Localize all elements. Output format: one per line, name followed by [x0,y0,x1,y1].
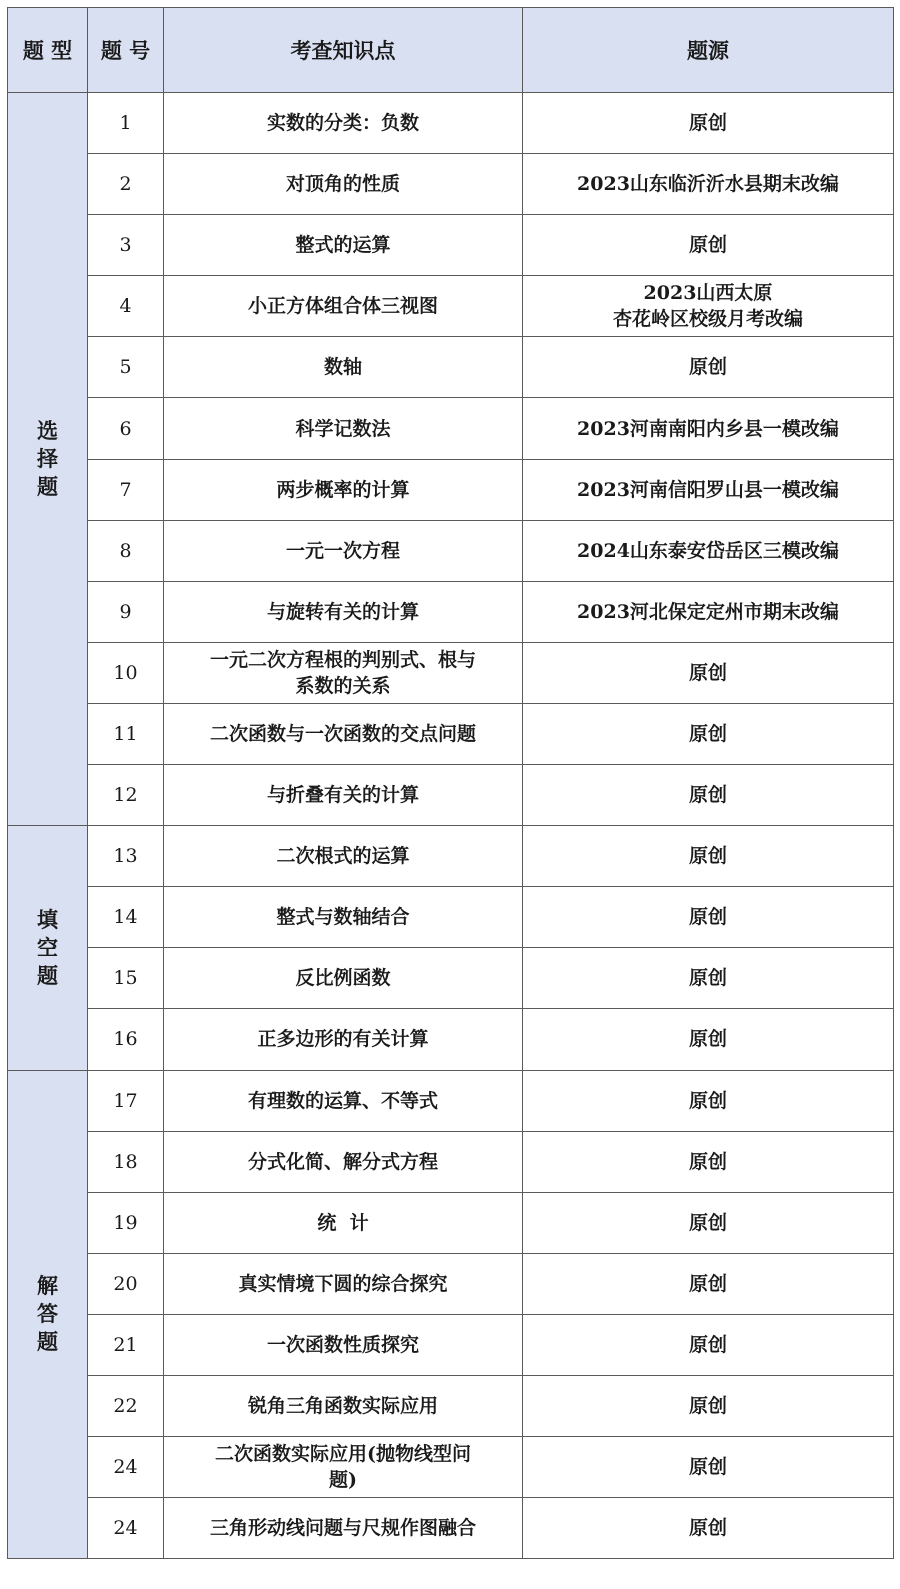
question-number: 16 [88,1009,164,1070]
knowledge-point-line: 二次函数实际应用(抛物线型问 [215,1443,471,1466]
question-number: 4 [88,276,164,337]
table-row [8,1437,894,1498]
knowledge-point: 统 计 [164,1192,523,1253]
knowledge-point: 一元一次方程 [164,520,523,581]
knowledge-point: 三角形动线问题与尺规作图融合 [164,1498,523,1559]
question-number: 1 [88,93,164,154]
table-row [8,765,894,826]
knowledge-point: 真实情境下圆的综合探究 [164,1253,523,1314]
knowledge-point: 锐角三角函数实际应用 [164,1375,523,1436]
knowledge-point-line: 系数的关系 [295,674,391,697]
table-row [8,459,894,520]
table-row [8,93,894,154]
source-line: 杏花岭区校级月考改编 [612,308,803,331]
knowledge-point-line: 一元二次方程根的判别式、根与 [209,648,476,671]
question-type-char: 选 [37,418,58,444]
question-type-group [8,826,88,1070]
question-number: 21 [88,1314,164,1375]
table-row [8,948,894,1009]
question-source [523,276,894,337]
table-row [8,887,894,948]
exam-analysis-table [7,7,894,1559]
question-source: 原创 [523,826,894,887]
knowledge-point: 二次函数与一次函数的交点问题 [164,703,523,764]
question-source: 原创 [523,887,894,948]
question-number: 3 [88,215,164,276]
question-source: 2024山东泰安岱岳区三模改编 [523,520,894,581]
question-number: 10 [88,642,164,703]
question-source: 2023河南南阳内乡县一模改编 [523,398,894,459]
knowledge-point [164,1437,523,1498]
knowledge-point: 科学记数法 [164,398,523,459]
knowledge-point: 小正方体组合体三视图 [164,276,523,337]
question-source: 2023河南信阳罗山县一模改编 [523,459,894,520]
question-source: 原创 [523,215,894,276]
table-row [8,1375,894,1436]
question-number: 22 [88,1375,164,1436]
question-source: 原创 [523,93,894,154]
knowledge-point: 有理数的运算、不等式 [164,1070,523,1131]
table-row [8,703,894,764]
table-row [8,826,894,887]
question-number: 24 [88,1498,164,1559]
knowledge-point: 分式化简、解分式方程 [164,1131,523,1192]
knowledge-point: 二次根式的运算 [164,826,523,887]
question-number: 8 [88,520,164,581]
question-number: 6 [88,398,164,459]
question-number: 19 [88,1192,164,1253]
question-type-char: 填 [37,906,58,932]
table-row [8,215,894,276]
table-header [8,8,894,93]
question-number: 12 [88,765,164,826]
question-source: 原创 [523,1253,894,1314]
table-row [8,1131,894,1192]
question-number: 14 [88,887,164,948]
question-source: 原创 [523,1131,894,1192]
table-row [8,276,894,337]
question-source: 原创 [523,1375,894,1436]
question-type-group [8,93,88,826]
header-question-number: 题 号 [88,8,164,93]
source-line: 2023山西太原 [643,282,773,305]
question-number: 15 [88,948,164,1009]
question-source: 2023河北保定定州市期末改编 [523,581,894,642]
question-source: 原创 [523,1009,894,1070]
question-type-char: 空 [37,934,58,960]
question-type-char: 题 [37,474,58,500]
table-row [8,154,894,215]
question-number: 5 [88,337,164,398]
table-row [8,337,894,398]
table-row [8,1498,894,1559]
question-type-char: 题 [37,1329,58,1355]
question-source: 原创 [523,642,894,703]
knowledge-point: 数轴 [164,337,523,398]
question-number: 18 [88,1131,164,1192]
question-number: 2 [88,154,164,215]
knowledge-point: 与折叠有关的计算 [164,765,523,826]
question-type-char: 题 [37,962,58,988]
table-row [8,581,894,642]
question-source: 原创 [523,1070,894,1131]
question-number: 24 [88,1437,164,1498]
table-row [8,1314,894,1375]
header-row [8,8,894,93]
table-row [8,1192,894,1253]
question-source: 原创 [523,703,894,764]
question-number: 11 [88,703,164,764]
table-row [8,642,894,703]
knowledge-point: 正多边形的有关计算 [164,1009,523,1070]
table-body [8,93,894,1559]
knowledge-point: 实数的分类：负数 [164,93,523,154]
question-type-char: 择 [37,446,58,472]
question-type-char: 答 [37,1301,58,1327]
table-row [8,520,894,581]
question-source: 原创 [523,1498,894,1559]
knowledge-point: 反比例函数 [164,948,523,1009]
knowledge-point [164,642,523,703]
knowledge-point: 两步概率的计算 [164,459,523,520]
knowledge-point: 与旋转有关的计算 [164,581,523,642]
knowledge-point: 整式与数轴结合 [164,887,523,948]
question-type-char: 解 [37,1273,58,1299]
knowledge-point: 对顶角的性质 [164,154,523,215]
knowledge-point: 整式的运算 [164,215,523,276]
question-source: 原创 [523,765,894,826]
question-source: 2023山东临沂沂水县期末改编 [523,154,894,215]
question-number: 7 [88,459,164,520]
table-row [8,398,894,459]
knowledge-point-line: 题) [329,1469,357,1492]
header-knowledge-point: 考查知识点 [164,8,523,93]
question-type-group [8,1070,88,1559]
question-number: 13 [88,826,164,887]
table-row [8,1070,894,1131]
question-source: 原创 [523,948,894,1009]
knowledge-point: 一次函数性质探究 [164,1314,523,1375]
question-number: 17 [88,1070,164,1131]
question-source: 原创 [523,1192,894,1253]
header-question-type: 题 型 [8,8,88,93]
question-number: 20 [88,1253,164,1314]
table-row [8,1253,894,1314]
question-source: 原创 [523,1314,894,1375]
question-source: 原创 [523,337,894,398]
table-row [8,1009,894,1070]
question-source: 原创 [523,1437,894,1498]
header-source: 题源 [523,8,894,93]
question-number: 9 [88,581,164,642]
